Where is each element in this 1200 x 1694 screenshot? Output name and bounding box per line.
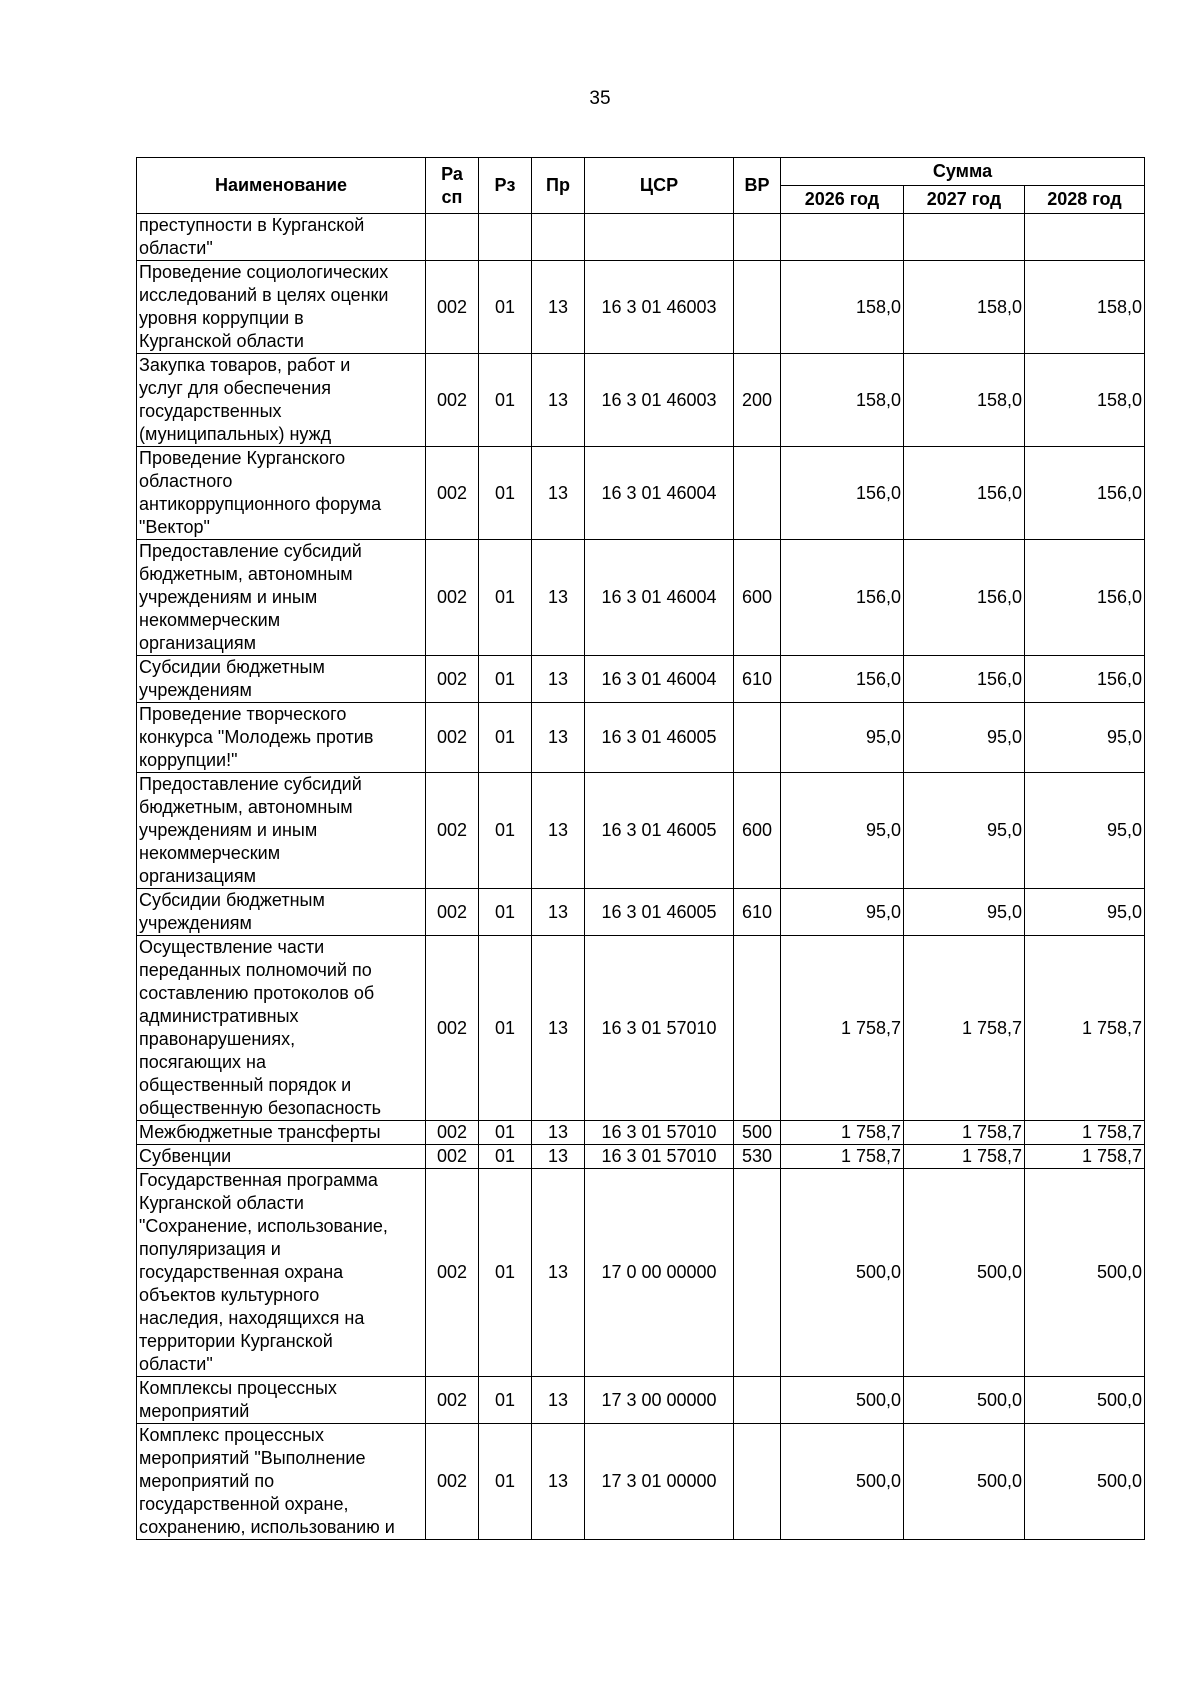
- cell-name-line: Предоставление субсидий: [139, 774, 362, 794]
- cell-name-line: учреждениям: [139, 913, 252, 933]
- cell-csr: 16 3 01 46005: [585, 889, 734, 936]
- cell-sum-2027: 95,0: [904, 703, 1025, 773]
- cell-sum-2028: [1025, 214, 1145, 261]
- cell-rz: 01: [479, 1145, 532, 1169]
- cell-pr: 13: [532, 447, 585, 540]
- cell-pr: 13: [532, 261, 585, 354]
- table-row: [137, 214, 1145, 261]
- cell-name-line: исследований в целях оценки: [139, 285, 389, 305]
- cell-sum-2028: 1 758,7: [1025, 1121, 1145, 1145]
- cell-name-line: коррупции!": [139, 750, 238, 770]
- header-csr: ЦСР: [585, 158, 734, 214]
- cell-sum-2027: 95,0: [904, 773, 1025, 889]
- cell-sum-2026: 156,0: [781, 447, 904, 540]
- cell-vr: [734, 261, 781, 354]
- header-rasp-line-1: Ра: [441, 163, 463, 184]
- cell-name-line: учреждениям: [139, 680, 252, 700]
- cell-name-line: территории Курганской: [139, 1331, 333, 1351]
- cell-csr: 16 3 01 57010: [585, 1145, 734, 1169]
- cell-rz: 01: [479, 1121, 532, 1145]
- cell-name-line: мероприятий по: [139, 1471, 275, 1491]
- cell-vr: 500: [734, 1121, 781, 1145]
- cell-sum-2027: 158,0: [904, 354, 1025, 447]
- cell-name-line: области": [139, 1354, 213, 1374]
- cell-name-line: областного: [139, 471, 233, 491]
- cell-sum-2026: 500,0: [781, 1424, 904, 1540]
- cell-rz: 01: [479, 261, 532, 354]
- cell-sum-2026: 156,0: [781, 540, 904, 656]
- cell-sum-2028: 1 758,7: [1025, 936, 1145, 1121]
- cell-rz: 01: [479, 1169, 532, 1377]
- cell-name-line: государственной охране,: [139, 1494, 349, 1514]
- cell-csr: 17 0 00 00000: [585, 1169, 734, 1377]
- cell-vr: [734, 447, 781, 540]
- cell-name-line: организациям: [139, 866, 256, 886]
- cell-name-line: антикоррупционного форума: [139, 494, 382, 514]
- cell-name-line: Проведение творческого: [139, 704, 347, 724]
- cell-name-line: "Сохранение, использование,: [139, 1216, 388, 1236]
- cell-vr: 610: [734, 889, 781, 936]
- cell-name-line: (муниципальных) нужд: [139, 424, 332, 444]
- cell-name-line: посягающих на: [139, 1052, 267, 1072]
- cell-sum-2027: 95,0: [904, 889, 1025, 936]
- table-row: [137, 540, 1145, 656]
- cell-name: [137, 1169, 426, 1377]
- cell-pr: 13: [532, 773, 585, 889]
- cell-name-line: услуг для обеспечения: [139, 378, 332, 398]
- cell-name-line: Закупка товаров, работ и: [139, 355, 351, 375]
- cell-rasp: 002: [426, 1424, 479, 1540]
- cell-sum-2028: 156,0: [1025, 540, 1145, 656]
- cell-pr: 13: [532, 540, 585, 656]
- cell-pr: 13: [532, 936, 585, 1121]
- cell-pr: 13: [532, 1424, 585, 1540]
- cell-name-line: правонарушениях,: [139, 1029, 296, 1049]
- cell-sum-2028: 158,0: [1025, 261, 1145, 354]
- table-row: [137, 889, 1145, 936]
- table-row: [137, 1169, 1145, 1377]
- cell-name-line: некоммерческим: [139, 610, 281, 630]
- cell-vr: 200: [734, 354, 781, 447]
- cell-name: [137, 1377, 426, 1424]
- cell-csr: [585, 214, 734, 261]
- cell-sum-2027: 500,0: [904, 1169, 1025, 1377]
- cell-sum-2026: 95,0: [781, 889, 904, 936]
- cell-name-line: переданных полномочий по: [139, 960, 372, 980]
- cell-rasp: 002: [426, 1145, 479, 1169]
- cell-rz: 01: [479, 936, 532, 1121]
- cell-csr: 17 3 00 00000: [585, 1377, 734, 1424]
- cell-name-line: организациям: [139, 633, 256, 653]
- cell-name-line: конкурса "Молодежь против: [139, 727, 374, 747]
- cell-sum-2027: 500,0: [904, 1377, 1025, 1424]
- cell-name-line: Субсидии бюджетным: [139, 890, 325, 910]
- table-row: [137, 354, 1145, 447]
- cell-sum-2028: 500,0: [1025, 1424, 1145, 1540]
- cell-sum-2027: 158,0: [904, 261, 1025, 354]
- cell-pr: 13: [532, 1121, 585, 1145]
- cell-name-line: учреждениям и иным: [139, 820, 318, 840]
- cell-name-line: Межбюджетные трансферты: [139, 1122, 381, 1142]
- table-row: [137, 1121, 1145, 1145]
- cell-pr: 13: [532, 354, 585, 447]
- header-rasp: [426, 158, 479, 214]
- cell-name-line: Комплекс процессных: [139, 1425, 324, 1445]
- cell-sum-2026: 500,0: [781, 1377, 904, 1424]
- cell-name: [137, 447, 426, 540]
- cell-csr: 16 3 01 46004: [585, 656, 734, 703]
- cell-rasp: 002: [426, 447, 479, 540]
- cell-name-line: Проведение Курганского: [139, 448, 346, 468]
- cell-vr: [734, 1377, 781, 1424]
- cell-pr: 13: [532, 1169, 585, 1377]
- table-row: [137, 1145, 1145, 1169]
- cell-sum-2026: 158,0: [781, 354, 904, 447]
- cell-sum-2026: 95,0: [781, 703, 904, 773]
- header-name: Наименование: [137, 158, 426, 214]
- cell-rz: 01: [479, 1377, 532, 1424]
- cell-rz: 01: [479, 354, 532, 447]
- cell-rasp: 002: [426, 261, 479, 354]
- cell-name-line: преступности в Курганской: [139, 215, 365, 235]
- cell-sum-2028: 1 758,7: [1025, 1145, 1145, 1169]
- cell-sum-2026: 1 758,7: [781, 1145, 904, 1169]
- cell-pr: [532, 214, 585, 261]
- cell-csr: 16 3 01 57010: [585, 936, 734, 1121]
- cell-name: [137, 261, 426, 354]
- cell-rz: [479, 214, 532, 261]
- cell-name: [137, 1145, 426, 1169]
- cell-name-line: государственных: [139, 401, 282, 421]
- cell-pr: 13: [532, 1377, 585, 1424]
- cell-sum-2027: 1 758,7: [904, 936, 1025, 1121]
- cell-name: [137, 214, 426, 261]
- cell-name-line: Государственная программа: [139, 1170, 378, 1190]
- cell-name-line: учреждениям и иным: [139, 587, 318, 607]
- cell-sum-2027: 1 758,7: [904, 1121, 1025, 1145]
- table-row: [137, 1424, 1145, 1540]
- cell-name-line: мероприятий: [139, 1401, 250, 1421]
- cell-name-line: административных: [139, 1006, 299, 1026]
- header-vr: ВР: [734, 158, 781, 214]
- cell-sum-2026: 1 758,7: [781, 1121, 904, 1145]
- cell-rasp: 002: [426, 1377, 479, 1424]
- table-row: [137, 447, 1145, 540]
- budget-table: [136, 157, 1145, 1540]
- cell-sum-2028: 158,0: [1025, 354, 1145, 447]
- cell-sum-2028: 156,0: [1025, 447, 1145, 540]
- cell-rz: 01: [479, 1424, 532, 1540]
- cell-csr: 16 3 01 46004: [585, 447, 734, 540]
- cell-name-line: уровня коррупции в: [139, 308, 304, 328]
- cell-rasp: 002: [426, 656, 479, 703]
- cell-name-line: "Вектор": [139, 517, 210, 537]
- header-rasp-line-2: сп: [441, 186, 463, 207]
- cell-pr: 13: [532, 703, 585, 773]
- cell-name-line: общественную безопасность: [139, 1098, 382, 1118]
- table-row: [137, 261, 1145, 354]
- cell-rasp: 002: [426, 540, 479, 656]
- cell-name-line: Проведение социологических: [139, 262, 389, 282]
- table-row: [137, 936, 1145, 1121]
- cell-sum-2028: 95,0: [1025, 889, 1145, 936]
- cell-name: [137, 936, 426, 1121]
- cell-rz: 01: [479, 656, 532, 703]
- cell-sum-2027: 500,0: [904, 1424, 1025, 1540]
- cell-sum-2026: 1 758,7: [781, 936, 904, 1121]
- table-row: [137, 703, 1145, 773]
- cell-name-line: Предоставление субсидий: [139, 541, 362, 561]
- cell-name-line: бюджетным, автономным: [139, 797, 353, 817]
- cell-vr: [734, 1424, 781, 1540]
- cell-name: [137, 703, 426, 773]
- cell-sum-2028: 95,0: [1025, 703, 1145, 773]
- cell-vr: 600: [734, 540, 781, 656]
- cell-name-line: популяризация и: [139, 1239, 281, 1259]
- cell-pr: 13: [532, 889, 585, 936]
- cell-name-line: Субсидии бюджетным: [139, 657, 325, 677]
- table-body: [137, 214, 1145, 1540]
- cell-rz: 01: [479, 447, 532, 540]
- cell-vr: 600: [734, 773, 781, 889]
- table-row: [137, 656, 1145, 703]
- cell-csr: 16 3 01 46005: [585, 703, 734, 773]
- cell-csr: 16 3 01 46005: [585, 773, 734, 889]
- cell-name: [137, 1424, 426, 1540]
- cell-vr: 530: [734, 1145, 781, 1169]
- cell-name-line: Субвенции: [139, 1146, 232, 1166]
- cell-name: [137, 540, 426, 656]
- header-row: [137, 158, 1145, 186]
- header-year-2028: 2028 год: [1025, 186, 1145, 214]
- cell-vr: [734, 214, 781, 261]
- cell-name: [137, 354, 426, 447]
- cell-sum-2026: 500,0: [781, 1169, 904, 1377]
- cell-rz: 01: [479, 540, 532, 656]
- cell-pr: 13: [532, 1145, 585, 1169]
- cell-name-line: мероприятий "Выполнение: [139, 1448, 366, 1468]
- cell-rasp: 002: [426, 1169, 479, 1377]
- cell-name-line: сохранению, использованию и: [139, 1517, 395, 1537]
- cell-csr: 16 3 01 57010: [585, 1121, 734, 1145]
- header-sum: Сумма: [781, 158, 1145, 186]
- cell-name-line: общественный порядок и: [139, 1075, 352, 1095]
- header-rz: Рз: [479, 158, 532, 214]
- cell-sum-2027: 156,0: [904, 540, 1025, 656]
- cell-sum-2027: 156,0: [904, 656, 1025, 703]
- header-year-2027: 2027 год: [904, 186, 1025, 214]
- cell-vr: [734, 1169, 781, 1377]
- cell-csr: 16 3 01 46003: [585, 354, 734, 447]
- cell-name: [137, 773, 426, 889]
- cell-name-line: составлению протоколов об: [139, 983, 375, 1003]
- header-pr: Пр: [532, 158, 585, 214]
- cell-sum-2026: 158,0: [781, 261, 904, 354]
- cell-rasp: 002: [426, 889, 479, 936]
- cell-vr: 610: [734, 656, 781, 703]
- cell-name-line: государственная охрана: [139, 1262, 344, 1282]
- cell-sum-2026: 156,0: [781, 656, 904, 703]
- cell-rasp: 002: [426, 703, 479, 773]
- cell-name-line: Курганской области: [139, 331, 304, 351]
- cell-name-line: некоммерческим: [139, 843, 281, 863]
- cell-rasp: [426, 214, 479, 261]
- cell-rasp: 002: [426, 1121, 479, 1145]
- cell-sum-2027: 1 758,7: [904, 1145, 1025, 1169]
- cell-csr: 16 3 01 46004: [585, 540, 734, 656]
- cell-name: [137, 889, 426, 936]
- cell-name-line: Курганской области: [139, 1193, 304, 1213]
- cell-rasp: 002: [426, 936, 479, 1121]
- cell-vr: [734, 936, 781, 1121]
- cell-vr: [734, 703, 781, 773]
- cell-sum-2028: 500,0: [1025, 1169, 1145, 1377]
- cell-name-line: бюджетным, автономным: [139, 564, 353, 584]
- cell-rasp: 002: [426, 773, 479, 889]
- cell-name: [137, 1121, 426, 1145]
- cell-rz: 01: [479, 773, 532, 889]
- cell-name: [137, 656, 426, 703]
- cell-name-line: Осуществление части: [139, 937, 325, 957]
- cell-sum-2028: 500,0: [1025, 1377, 1145, 1424]
- header-year-2026: 2026 год: [781, 186, 904, 214]
- cell-name-line: Комплексы процессных: [139, 1378, 337, 1398]
- cell-rz: 01: [479, 703, 532, 773]
- page-number: 35: [589, 88, 611, 109]
- cell-name-line: наследия, находящихся на: [139, 1308, 365, 1328]
- cell-sum-2026: [781, 214, 904, 261]
- cell-name-line: объектов культурного: [139, 1285, 320, 1305]
- table-row: [137, 773, 1145, 889]
- cell-csr: 17 3 01 00000: [585, 1424, 734, 1540]
- table-row: [137, 1377, 1145, 1424]
- cell-rasp: 002: [426, 354, 479, 447]
- cell-sum-2026: 95,0: [781, 773, 904, 889]
- cell-sum-2027: [904, 214, 1025, 261]
- cell-pr: 13: [532, 656, 585, 703]
- cell-name-line: области": [139, 238, 213, 258]
- cell-sum-2028: 95,0: [1025, 773, 1145, 889]
- cell-csr: 16 3 01 46003: [585, 261, 734, 354]
- cell-sum-2027: 156,0: [904, 447, 1025, 540]
- cell-rz: 01: [479, 889, 532, 936]
- cell-sum-2028: 156,0: [1025, 656, 1145, 703]
